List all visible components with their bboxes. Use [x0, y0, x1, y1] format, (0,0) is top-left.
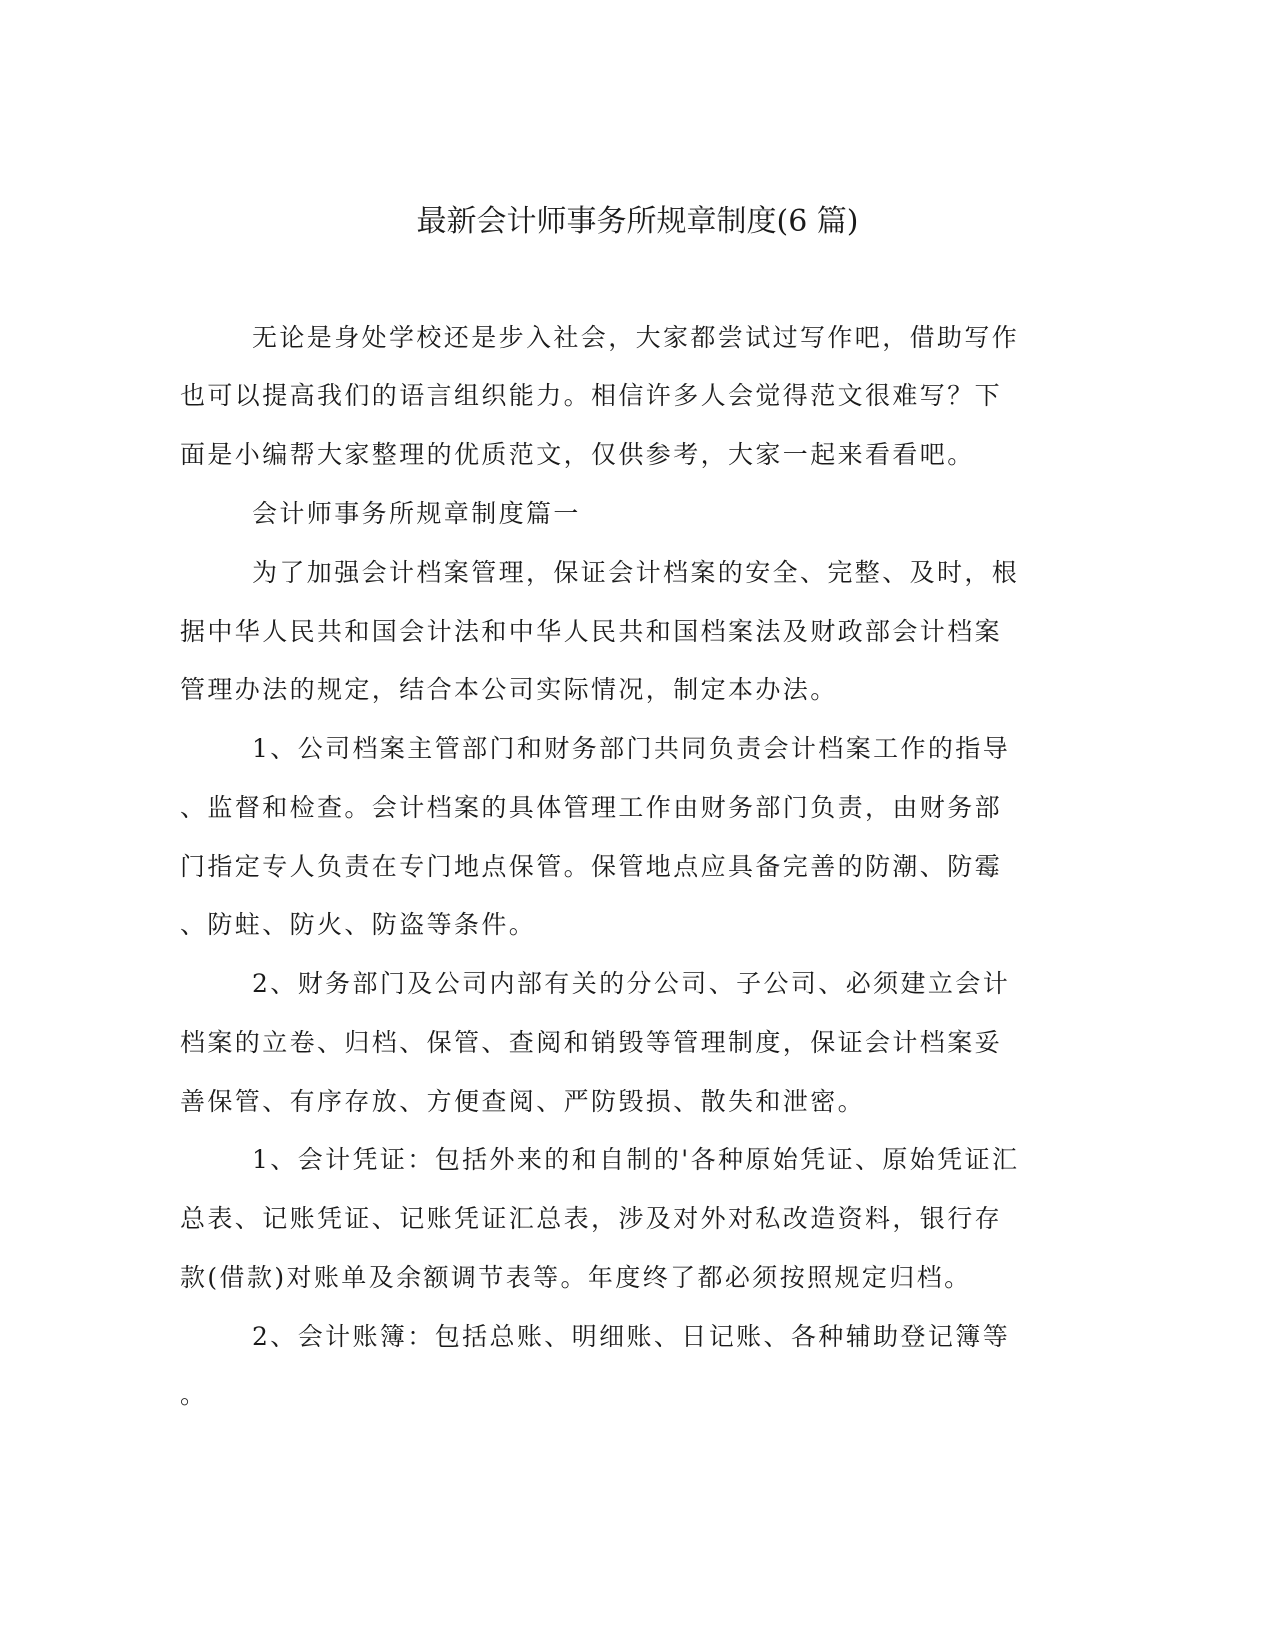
item-1-line-1: 1、公司档案主管部门和财务部门共同负责会计档案工作的指导: [252, 734, 1011, 763]
body-line-3: 管理办法的规定，结合本公司实际情况，制定本办法。: [180, 675, 838, 704]
intro-line-1: 无论是身处学校还是步入社会，大家都尝试过写作吧，借助写作: [252, 323, 1020, 352]
ledger-line-1: 2、会计账簿：包括总账、明细账、日记账、各种辅助登记簿等: [252, 1322, 1011, 1351]
voucher-line-3: 款(借款)对账单及余额调节表等。年度终了都必须按照规定归档。: [180, 1263, 972, 1292]
item-2-line-2: 档案的立卷、归档、保管、查阅和销毁等管理制度，保证会计档案妥: [180, 1028, 1003, 1057]
item-2-line-3: 善保管、有序存放、方便查阅、严防毁损、散失和泄密。: [180, 1087, 866, 1116]
voucher-line-2: 总表、记账凭证、记账凭证汇总表，涉及对外对私改造资料，银行存: [180, 1204, 1003, 1233]
item-1-line-4: 、防蛀、防火、防盗等条件。: [180, 910, 537, 939]
item-1-line-3: 门指定专人负责在专门地点保管。保管地点应具备完善的防潮、防霉: [180, 852, 1003, 881]
section-heading: 会计师事务所规章制度篇一: [252, 499, 581, 528]
voucher-line-1: 1、会计凭证：包括外来的和自制的'各种原始凭证、原始凭证汇: [252, 1145, 1020, 1174]
document-title: 最新会计师事务所规章制度(6 篇): [416, 204, 859, 239]
item-1-line-2: 、监督和检查。会计档案的具体管理工作由财务部门负责，由财务部: [180, 793, 1003, 822]
body-line-2: 据中华人民共和国会计法和中华人民共和国档案法及财政部会计档案: [180, 617, 1003, 646]
ledger-line-2: 。: [180, 1380, 208, 1409]
body-line-1: 为了加强会计档案管理，保证会计档案的安全、完整、及时，根: [252, 558, 1020, 587]
item-2-line-1: 2、财务部门及公司内部有关的分公司、子公司、必须建立会计: [252, 969, 1011, 998]
intro-line-2: 也可以提高我们的语言组织能力。相信许多人会觉得范文很难写？下: [180, 381, 1003, 410]
intro-line-3: 面是小编帮大家整理的优质范文，仅供参考，大家一起来看看吧。: [180, 440, 975, 469]
